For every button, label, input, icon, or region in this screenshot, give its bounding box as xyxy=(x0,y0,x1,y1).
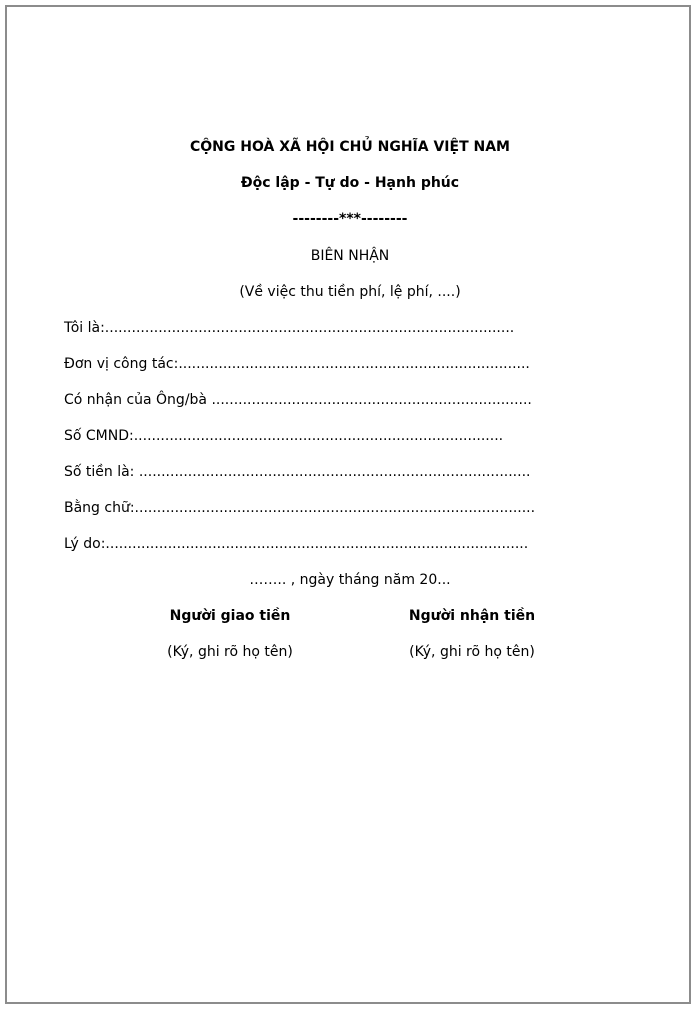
field-reason: Lý do:............................................................................................... xyxy=(64,536,529,552)
giver-signature-note: (Ký, ghi rõ họ tên) xyxy=(167,644,293,660)
field-id-number: Số CMND:................................................................................... xyxy=(64,428,504,444)
field-amount: Số tiền là: ........................................................................................ xyxy=(64,464,531,480)
header-separator: --------***-------- xyxy=(292,211,408,227)
field-amount-in-words: Bằng chữ:.......................................................................................... xyxy=(64,500,536,516)
giver-signature-title: Người giao tiền xyxy=(169,608,291,624)
country-heading: CỘNG HOÀ XÃ HỘI CHỦ NGHĨA VIỆT NAM xyxy=(189,139,510,155)
document-subtitle: (Về việc thu tiền phí, lệ phí, ....) xyxy=(239,284,461,300)
field-received-from: Có nhận của Ông/bà ........................................................................ xyxy=(64,392,532,408)
motto: Độc lập - Tự do - Hạnh phúc xyxy=(240,175,460,191)
document-title: BIÊN NHẬN xyxy=(310,248,390,264)
receiver-signature-title: Người nhận tiền xyxy=(408,608,536,624)
field-name: Tôi là:............................................................................................ xyxy=(64,320,515,336)
receiver-signature-note: (Ký, ghi rõ họ tên) xyxy=(409,644,535,660)
document-page xyxy=(5,5,691,1004)
date-line: …….. , ngày tháng năm 20... xyxy=(249,572,451,588)
field-workplace: Đơn vị công tác:............................................................................... xyxy=(64,356,530,372)
